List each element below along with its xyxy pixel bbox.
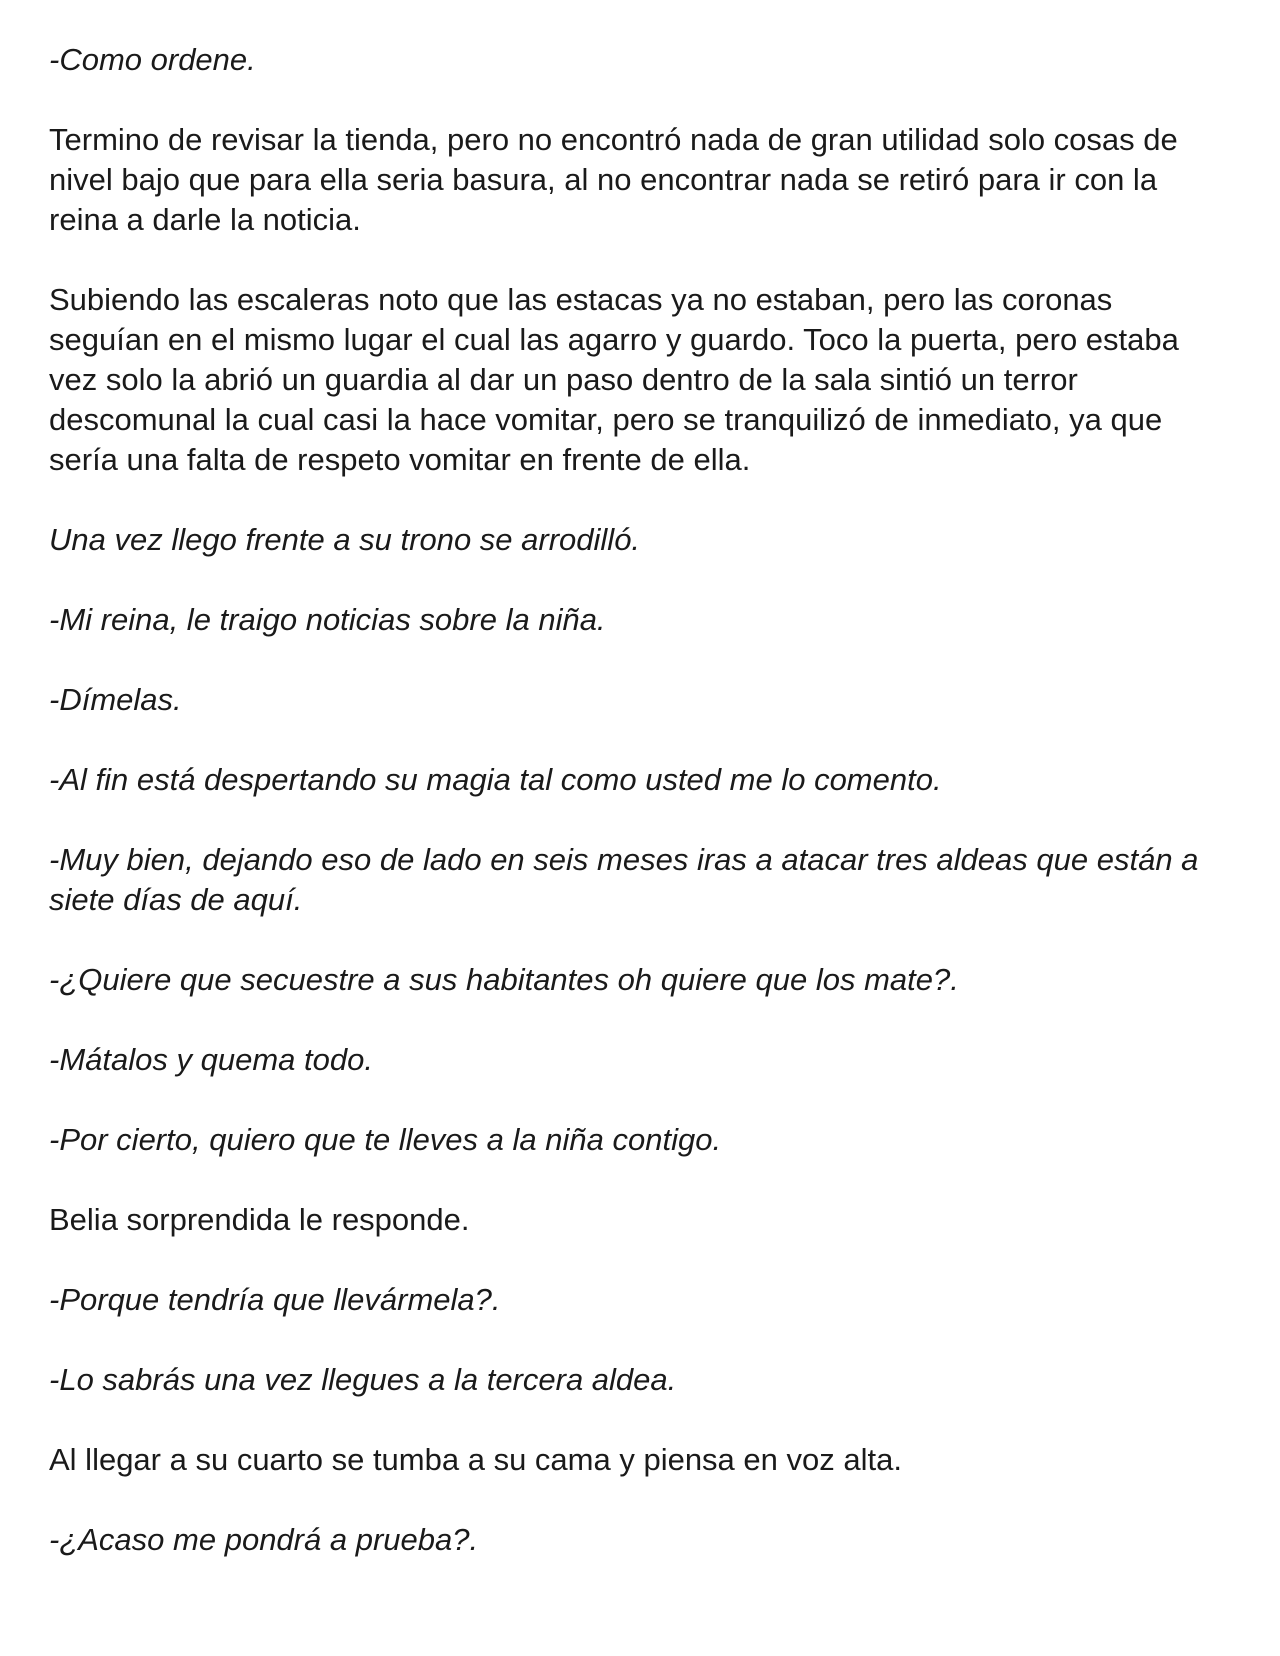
paragraph-2: Termino de revisar la tienda, pero no encontró nada de gran utilidad solo cosas de nivel bajo que para ella seria basura, al no encontrar nada se retiró para ir con la reina a darle la noticia. (49, 122, 1178, 237)
paragraph-5: -Mi reina, le traigo noticias sobre la niña. (49, 602, 606, 637)
paragraph-10: -Mátalos y quema todo. (49, 1042, 373, 1077)
paragraph-11: -Por cierto, quiero que te lleves a la niña contigo. (49, 1122, 722, 1157)
paragraph-7: -Al fin está despertando su magia tal como usted me lo comento. (49, 762, 942, 797)
paragraph-8: -Muy bien, dejando eso de lado en seis meses iras a atacar tres aldeas que están a siete días de aquí. (49, 842, 1199, 917)
paragraph-4: Una vez llego frente a su trono se arrodilló. (49, 522, 641, 557)
paragraph-3: Subiendo las escaleras noto que las estacas ya no estaban, pero las coronas seguían en el mismo lugar el cual las agarro y guardo. Toco la puerta, pero estaba vez solo la abrió un guardia al dar un paso dentro de la sala sintió un terror descomunal la cual casi la hace vomitar, pero se tranquilizó de inmediato, ya que sería una falta de respeto vomitar en frente de ella. (49, 282, 1179, 477)
paragraph-1: -Como ordene. (49, 42, 256, 77)
paragraph-6: -Dímelas. (49, 682, 182, 717)
paragraph-14: -Lo sabrás una vez llegues a la tercera aldea. (49, 1362, 677, 1397)
paragraph-13: -Porque tendría que llevármela?. (49, 1282, 501, 1317)
document-page (49, 40, 1229, 1600)
paragraph-12: Belia sorprendida le responde. (49, 1202, 470, 1237)
paragraph-9: -¿Quiere que secuestre a sus habitantes oh quiere que los mate?. (49, 962, 959, 997)
paragraph-15: Al llegar a su cuarto se tumba a su cama y piensa en voz alta. (49, 1442, 902, 1477)
paragraph-16: -¿Acaso me pondrá a prueba?. (49, 1522, 479, 1557)
